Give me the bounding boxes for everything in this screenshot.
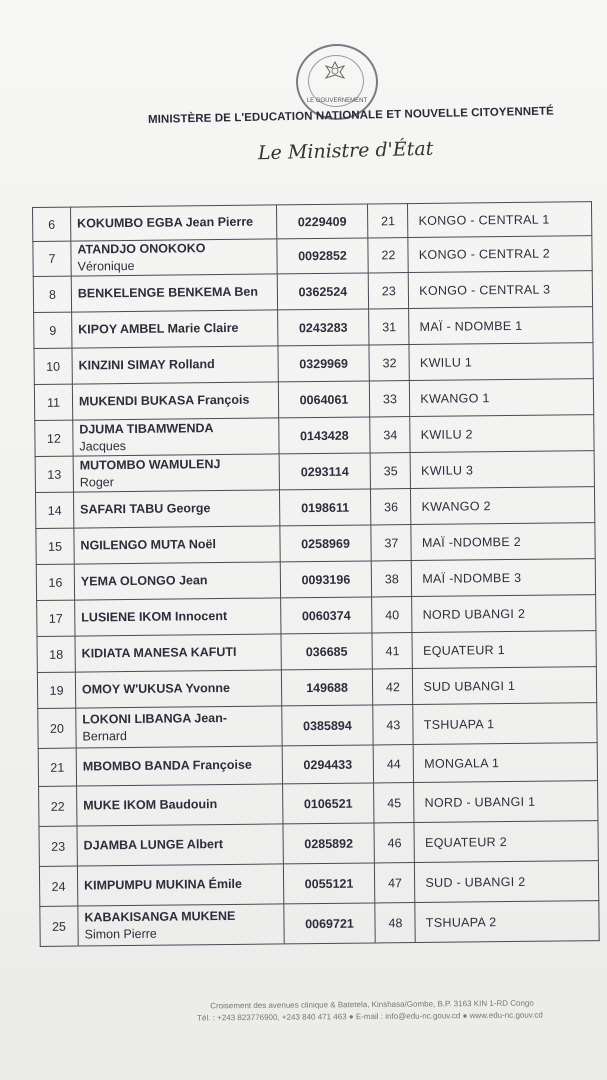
nominee-name-cell — [73, 454, 279, 492]
footer-address: Croisement des avenues clinique & Batetela, Kinshasa/Gombe, B.P. 3163 KIN 1-RD Congo — [210, 998, 534, 1011]
row-number: 13 — [35, 456, 73, 492]
table-row — [33, 202, 592, 242]
region-name: KONGO - CENTRAL 2 — [408, 236, 592, 273]
row-number: 16 — [36, 564, 74, 600]
row-number: 14 — [35, 492, 73, 528]
row-number: 9 — [34, 312, 72, 348]
nominee-table-body — [33, 202, 600, 947]
region-code: 32 — [369, 345, 409, 381]
row-number: 17 — [37, 600, 75, 636]
region-code: 42 — [373, 669, 413, 705]
nominee-name: SAFARI TABU George — [80, 501, 211, 517]
row-number: 6 — [33, 207, 71, 241]
row-number: 12 — [35, 420, 73, 456]
nominee-name-continued: Jacques — [79, 438, 127, 454]
table-row — [34, 307, 593, 349]
region-code: 41 — [372, 633, 412, 669]
region-name: MAÏ -NDOMBE 3 — [412, 559, 596, 597]
region-name: KWILU 3 — [410, 451, 594, 489]
table-row — [39, 781, 598, 827]
region-name: KWILU 2 — [410, 415, 594, 453]
nominee-name: KIMPUMPU MUKINA Émile — [83, 876, 243, 893]
region-code: 31 — [369, 309, 409, 345]
nominee-name-cell — [70, 205, 276, 241]
nominee-name: BENKELENGE BENKEMA Ben — [77, 284, 259, 301]
nominee-name: KOKUMBO EGBA Jean Pierre — [77, 214, 254, 231]
row-number: 24 — [39, 866, 77, 906]
nominee-name-continued: Roger — [79, 474, 114, 490]
nominee-name: NGILENGO MUTA Noël — [80, 537, 216, 553]
region-code: 38 — [372, 561, 412, 597]
region-code: 22 — [368, 238, 408, 273]
region-name: TSHUAPA 1 — [413, 703, 597, 745]
matricule-code: 0329969 — [278, 345, 370, 382]
matricule-code: 0258969 — [279, 525, 371, 562]
region-name: MONGALA 1 — [414, 743, 598, 783]
region-code: 44 — [374, 745, 414, 783]
region-code: 36 — [371, 489, 411, 525]
nominee-name-continued: Simon Pierre — [84, 926, 157, 941]
region-name: KWANGO 2 — [411, 487, 595, 525]
minister-title: Le Ministre d'État — [257, 137, 434, 165]
region-code: 33 — [370, 381, 410, 417]
nominee-name-cell — [75, 670, 281, 708]
nominee-name-cell — [72, 310, 278, 348]
row-number: 19 — [37, 672, 75, 708]
table-row — [35, 487, 594, 529]
nominee-name: KIDIATA MANESA KAFUTI — [81, 644, 237, 661]
table-row — [36, 523, 595, 565]
nominee-table — [32, 201, 600, 947]
region-code: 34 — [370, 417, 410, 453]
nominee-name: DJUMA TIBAMWENDA — [79, 420, 214, 437]
nominee-name-cell — [71, 274, 277, 312]
region-name: EQUATEUR 1 — [412, 631, 596, 669]
table-row — [36, 559, 595, 601]
region-name: KONGO - CENTRAL 1 — [408, 202, 592, 238]
region-name: KWILU 1 — [409, 343, 593, 381]
region-name: TSHUAPA 2 — [415, 901, 599, 943]
row-number: 15 — [36, 528, 74, 564]
matricule-code: 0198611 — [279, 489, 371, 526]
matricule-code: 149688 — [281, 669, 373, 706]
row-number: 11 — [34, 384, 72, 420]
table-row — [40, 901, 599, 947]
region-code: 45 — [374, 783, 414, 823]
matricule-code: 0294433 — [282, 745, 374, 784]
ministry-title: MINISTÈRE DE L'EDUCATION NATIONALE ET NOUVELLE CITOYENNETÉ — [147, 105, 554, 126]
nominee-name: LOKONI LIBANGA Jean- — [82, 710, 228, 727]
table-row — [34, 379, 593, 421]
nominee-name-cell — [77, 784, 283, 826]
nominee-name-cell — [78, 904, 284, 946]
matricule-code: 0293114 — [279, 453, 371, 490]
nominee-name-cell — [74, 526, 280, 564]
region-name: SUD UBANGI 1 — [413, 667, 597, 705]
row-number: 7 — [33, 241, 71, 276]
matricule-code: 0055121 — [283, 863, 375, 904]
table-row — [39, 861, 598, 907]
region-code: 35 — [371, 453, 411, 489]
row-number: 20 — [38, 708, 76, 748]
matricule-code: 0229409 — [276, 204, 368, 239]
nominee-name-cell — [76, 746, 282, 786]
region-name: MAÏ -NDOMBE 2 — [411, 523, 595, 561]
region-code: 46 — [374, 823, 414, 863]
nominee-name-cell — [75, 634, 281, 672]
matricule-code: 036685 — [281, 633, 373, 670]
matricule-code: 0092852 — [276, 238, 368, 274]
nominee-name-cell — [75, 598, 281, 636]
row-number: 21 — [38, 748, 76, 786]
matricule-code: 0069721 — [283, 903, 375, 944]
table-row — [37, 667, 596, 709]
nominee-name-cell — [72, 382, 278, 420]
nominee-name-cell — [72, 346, 278, 384]
row-number: 25 — [40, 906, 78, 946]
region-code: 23 — [369, 273, 409, 309]
footer-contact: Tél. : +243 823776900, +243 840 471 463 ● E-mail : info@edu-nc.gouv.cd ● www.edu-nc.gouv.cd — [197, 1010, 543, 1023]
region-code: 37 — [371, 525, 411, 561]
nominee-name: KIPOY AMBEL Marie Claire — [78, 320, 239, 337]
region-code: 48 — [375, 903, 415, 943]
nominee-name: MUKENDI BUKASA François — [78, 392, 250, 409]
table-row — [33, 271, 592, 313]
coat-of-arms-icon — [322, 60, 348, 84]
seal-caption: LE GOUVERNEMENT — [306, 98, 368, 104]
nominee-name-cell — [74, 562, 280, 600]
table-row — [38, 743, 597, 787]
nominee-name-continued: Véronique — [77, 258, 135, 274]
table-row — [35, 415, 594, 457]
nominee-name-continued: Bernard — [82, 728, 128, 743]
table-row — [37, 631, 596, 673]
nominee-name: MBOMBO BANDA Françoise — [82, 757, 252, 774]
table-row — [33, 236, 592, 277]
table-row — [34, 343, 593, 385]
row-number: 18 — [37, 636, 75, 672]
region-name: EQUATEUR 2 — [414, 821, 598, 863]
region-code: 47 — [375, 863, 415, 903]
row-number: 8 — [33, 276, 71, 312]
region-name: NORD UBANGI 2 — [412, 595, 596, 633]
nominee-name: ATANDJO ONOKOKO — [77, 241, 206, 257]
row-number: 10 — [34, 348, 72, 384]
nominee-name: MUTOMBO WAMULENJ — [79, 456, 221, 473]
table-row — [35, 451, 594, 493]
region-name: KWANGO 1 — [410, 379, 594, 417]
nominee-name-cell — [77, 824, 283, 866]
table-row — [37, 595, 596, 637]
nominee-name-cell — [76, 706, 282, 748]
region-name: SUD - UBANGI 2 — [415, 861, 599, 903]
region-name: NORD - UBANGI 1 — [414, 781, 598, 823]
matricule-code: 0285892 — [283, 823, 375, 864]
nominee-name: DJAMBA LUNGE Albert — [83, 837, 224, 853]
nominee-name-cell — [71, 239, 277, 276]
nominee-name: KABAKISANGA MUKENE — [84, 908, 236, 924]
table-row — [39, 821, 598, 867]
matricule-code: 0106521 — [282, 783, 374, 824]
nominee-name-cell — [73, 490, 279, 528]
nominee-name: YEMA OLONGO Jean — [80, 573, 208, 589]
row-number: 22 — [39, 786, 77, 826]
matricule-code: 0385894 — [281, 705, 373, 746]
region-code: 43 — [373, 705, 413, 745]
nominee-name: KINZINI SIMAY Rolland — [78, 357, 215, 373]
nominee-name-cell — [77, 864, 283, 906]
region-code: 40 — [372, 597, 412, 633]
nominee-name-cell — [73, 418, 279, 456]
row-number: 23 — [39, 826, 77, 866]
matricule-code: 0362524 — [277, 273, 369, 310]
nominee-name: LUSIENE IKOM Innocent — [81, 608, 228, 625]
region-name: KONGO - CENTRAL 3 — [409, 271, 593, 309]
matricule-code: 0064061 — [278, 381, 370, 418]
matricule-code: 0243283 — [277, 309, 369, 346]
nominee-table-wrapper — [32, 201, 600, 959]
nominee-name: MUKE IKOM Baudouin — [83, 797, 218, 813]
region-code: 21 — [368, 204, 408, 238]
region-name: MAÏ - NDOMBE 1 — [409, 307, 593, 345]
matricule-code: 0143428 — [278, 417, 370, 454]
nominee-name: OMOY W'UKUSA Yvonne — [81, 680, 230, 697]
table-row — [38, 703, 597, 749]
matricule-code: 0060374 — [280, 597, 372, 634]
matricule-code: 0093196 — [280, 561, 372, 598]
